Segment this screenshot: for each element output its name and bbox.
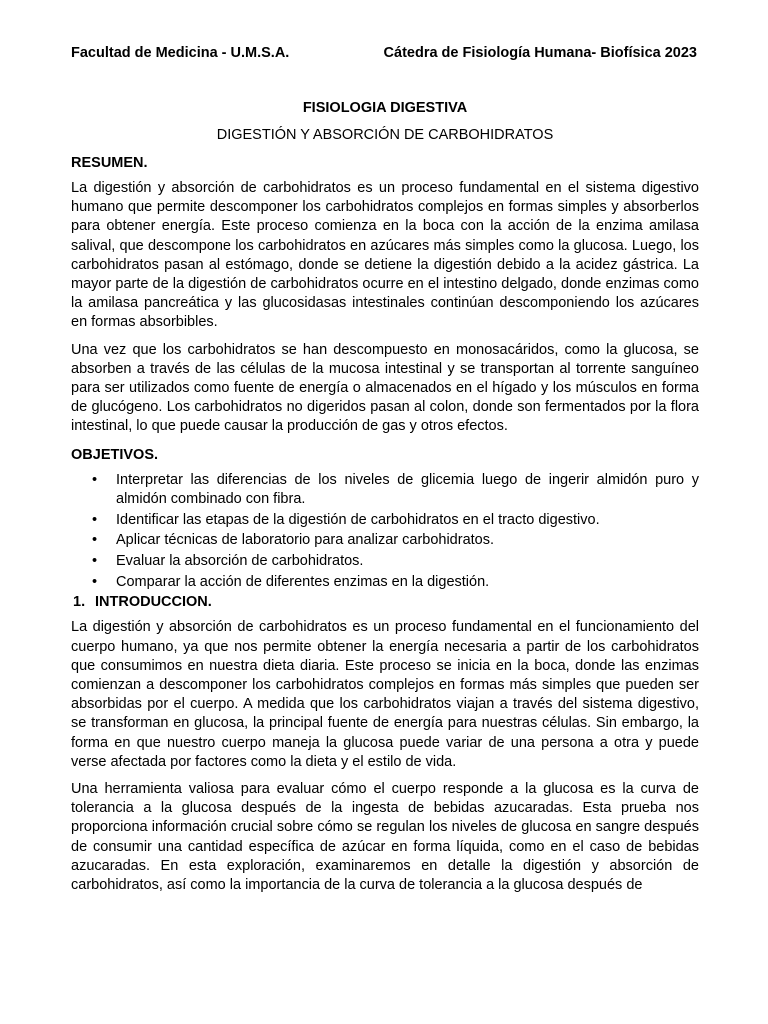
list-item: • Evaluar la absorción de carbohidratos. xyxy=(116,552,699,571)
introduccion-section xyxy=(71,593,699,895)
list-item: • Identificar las etapas de la digestión de carbohidratos en el tracto digestivo. xyxy=(116,511,699,530)
resumen-paragraph: La digestión y absorción de carbohidratos es un proceso fundamental en el sistema digestivo humano que permite descomponer los carbohidratos complejos en formas simples y absorberlos para obtener energía. Este proceso comienza en la boca con la acción de la enzima amilasa salival, que descompone los carbohidratos en azúcares más simples como la glucosa. Luego, los carbohidratos pasan al estómago, donde se detiene la digestión debido a la acidez gástrica. La mayor parte de la digestión de carbohidratos ocurre en el intestino delgado, donde enzimas como la amilasa pancreática y las glucosidasas intestinales continúan descomponiendo los azúcares en formas absorbibles. xyxy=(71,180,699,331)
list-item: • Aplicar técnicas de laboratorio para analizar carbohidratos. xyxy=(116,531,699,550)
section-number: 1. xyxy=(73,594,86,611)
introduccion-paragraph: La digestión y absorción de carbohidratos es un proceso fundamental en el funcionamiento del cuerpo humano, ya que nos permite obtener la energía necesaria a partir de los carbohidratos que consumimos en nuestra dieta diaria. Este proceso se inicia en la boca, donde las enzimas comienzan a descomponer los carbohidratos complejos en formas más simples que pueden ser absorbidas por el cuerpo. A medida que los carbohidratos viajan a través del sistema digestivo, se transforman en glucosa, la principal fuente de energía para nuestras células. Sin embargo, la forma en que nuestro cuerpo maneja la glucosa puede variar de una persona a otra y puede verse afectada por factores como la dieta y el estilo de vida. xyxy=(71,619,699,770)
resumen-heading: RESUMEN. xyxy=(71,155,148,171)
introduccion-paragraph: Una herramienta valiosa para evaluar cómo el cuerpo responde a la glucosa es la curva de tolerancia a la glucosa después de la ingesta de bebidas azucaradas. Esta prueba nos proporciona información crucial sobre cómo se regulan los niveles de glucosa en sangre después de consumir una cantidad específica de azúcar en forma líquida, como en el caso de bebidas azucaradas. En esta exploración, examinaremos en detalle la digestión y absorción de carbohidratos, así como la importancia de la curva de tolerancia a la glucosa después de xyxy=(71,780,699,893)
objetivos-section xyxy=(71,445,699,592)
document-subtitle: DIGESTIÓN Y ABSORCIÓN DE CARBOHIDRATOS xyxy=(216,127,554,143)
list-item: • Interpretar las diferencias de los niveles de glicemia luego de ingerir almidón puro y almidón combinado con fibra. xyxy=(116,471,699,509)
introduccion-heading xyxy=(71,593,699,612)
resumen-section xyxy=(71,153,699,437)
document-body xyxy=(71,153,699,903)
header-chair: Cátedra de Fisiología Humana- Biofísica 2023 xyxy=(383,45,697,61)
document-title: FISIOLOGIA DIGESTIVA xyxy=(302,100,468,116)
resumen-paragraph: Una vez que los carbohidratos se han descompuesto en monosacáridos, como la glucosa, se absorben a través de las células de la mucosa intestinal y se transportan al torrente sanguíneo para ser utilizados como fuente de energía o almacenados en el hígado y los músculos en forma de glucógeno. Los carbohidratos no digeridos pasan al colon, donde son fermentados por la flora intestinal, lo que puede causar la producción de gas y otros efectos. xyxy=(71,341,699,435)
objetivos-list xyxy=(71,471,699,592)
header-faculty: Facultad de Medicina - U.M.S.A. xyxy=(71,45,290,61)
objetivos-heading: OBJETIVOS. xyxy=(71,446,159,463)
section-heading-text: INTRODUCCION. xyxy=(95,594,212,611)
list-item: • Comparar la acción de diferentes enzimas en la digestión. xyxy=(116,573,699,592)
